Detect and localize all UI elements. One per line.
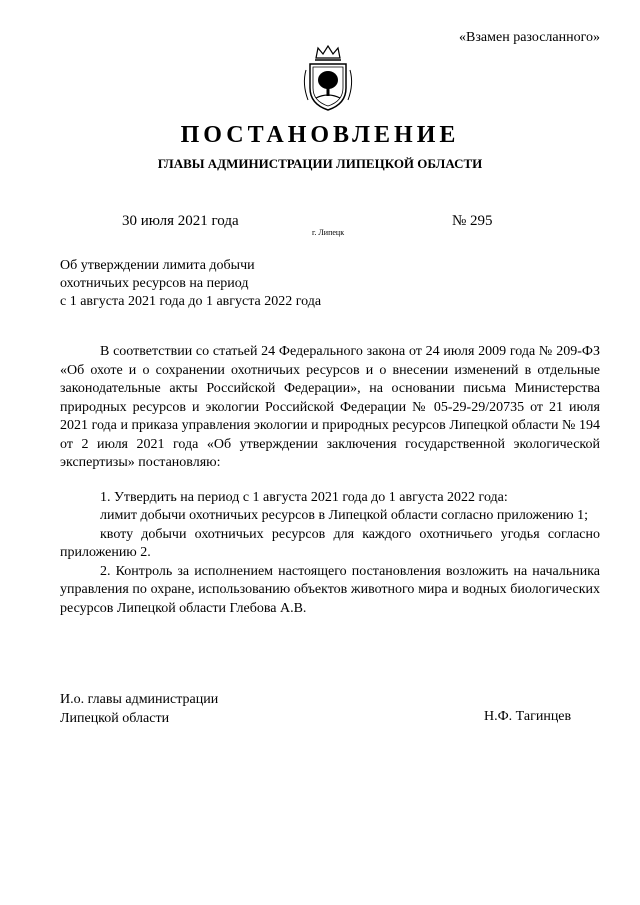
signature-position-line: И.о. главы администрации [60, 692, 219, 707]
document-title: ПОСТАНОВЛЕНИЕ [180, 122, 460, 148]
subject-line: с 1 августа 2021 года до 1 августа 2022 года [60, 294, 322, 309]
document-subject [60, 257, 321, 311]
document-date: 30 июля 2021 года [122, 213, 239, 229]
item-1a: лимит добычи охотничьих ресурсов в Липецкой области согласно приложению 1; [100, 508, 588, 523]
document-body [60, 343, 600, 618]
signature-position [60, 690, 218, 728]
item-2: 2. Контроль за исполнением настоящего постановления возложить на начальника управления по охране, использованию объектов животного мира и водных биологических ресурсов Липецкой области Глебова А.В. [60, 563, 600, 616]
item-1: 1. Утвердить на период с 1 августа 2021 года до 1 августа 2022 года: [100, 489, 508, 505]
subject-line: Об утверждении лимита добычи [60, 258, 255, 273]
subject-line: охотничьих ресурсов на период [60, 276, 249, 291]
preamble-paragraph: В соответствии со статьей 24 Федерального закона от 24 июля 2009 года № 209-ФЗ «Об охоте и о сохранении охотничьих ресурсов и о внесении изменений в отдельные законодательные акты Российской Федерации», на основании письма Министерства природных ресурсов и экологии Российской Федерации № 05-29-29/20735 от 21 июля 2021 года и приказа управления экологии и природных ресурсов Липецкой области № 194 от 2 июля 2021 года «Об утверждении заключения государственной экологической экспертизы» постановляю: [60, 344, 600, 470]
item-1b: квоту добычи охотничьих ресурсов для каждого охотничьего угодья согласно приложению 2. [60, 526, 600, 560]
document-number: № 295 [452, 213, 493, 229]
signature-name: Н.Ф. Тагинцев [484, 709, 572, 724]
document-subtitle: ГЛАВЫ АДМИНИСТРАЦИИ ЛИПЕЦКОЙ ОБЛАСТИ [157, 156, 483, 171]
coat-of-arms-icon [300, 44, 356, 112]
signature-position-line: Липецкой области [60, 711, 170, 726]
document-city: г. Липецк [312, 228, 345, 237]
stamp-text: «Взамен разосланного» [459, 30, 600, 45]
